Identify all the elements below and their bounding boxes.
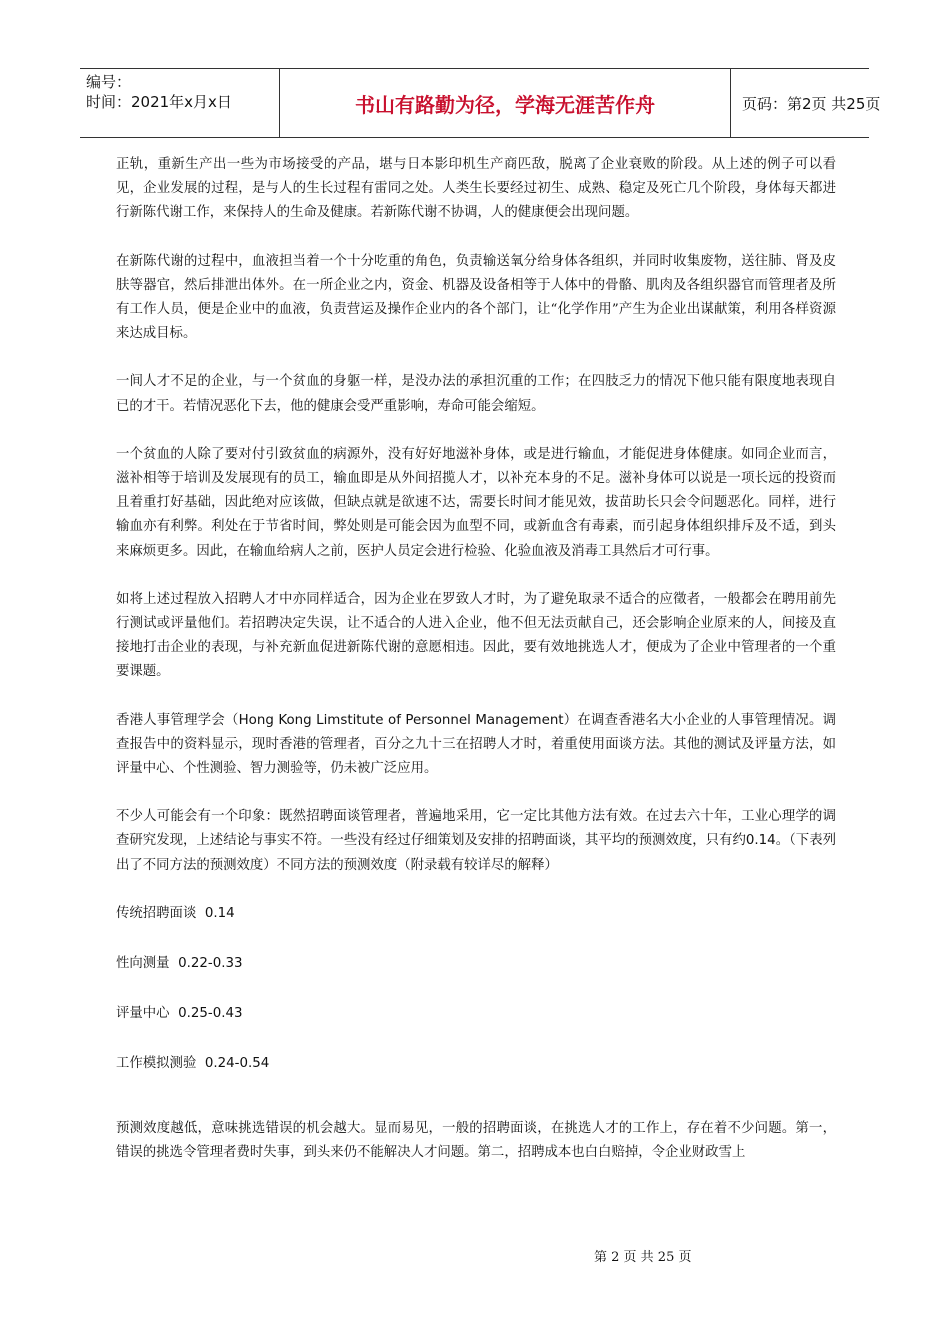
- method-item: [116, 1002, 836, 1026]
- page-header: [80, 68, 881, 138]
- page-footer: 第 2 页 共 25 页: [594, 1250, 692, 1265]
- paragraph: 一间人才不足的企业，与一个贫血的身躯一样，是没办法的承担沉重的工作；在四肢乏力的情况下他只能有限度地表现自已的才干。若情况恶化下去，他的健康会受严重影响，寿命可能会缩短。: [116, 374, 836, 414]
- time-label: 时间：2021年x月x日: [86, 93, 232, 111]
- paragraph: 如将上述过程放入招聘人才中亦同样适合，因为企业在罗致人才时，为了避免取录不适合的应徵者，一般都会在聘用前先行测试或评量他们。若招聘决定失误，让不适合的人进入企业，他不但无法贡献自己，还会影响企业原来的人，间接及直接地打击企业的表现，与补充新血促进新陈代谢的意愿相违。因此，要有效地挑选人才，便成为了企业中管理者的一个重要课题。: [116, 591, 836, 680]
- method-value: 0.24-0.54: [204, 1056, 270, 1072]
- validity-post: 。（下表列出了不同方法的预测效度）不同方法的预测效度（附录载有较详尽的解释）: [116, 833, 836, 873]
- method-item: [116, 902, 836, 926]
- paragraph: 在新陈代谢的过程中，血液担当着一个十分吃重的角色，负责输送氧分给身体各组织，并同时收集废物，送往肺、肾及皮肤等器官，然后排泄出体外。在一所企业之内，资金、机器及设备相等于人体中的骨骼、肌肉及各组织器官而管理者及所有工作人员，便是企业中的血液，负责营运及操作企业内的各个部门，让“化学作用”产生为企业出谋献策，利用各样资源来达成目标。: [116, 253, 836, 342]
- paragraph-validity: [116, 805, 836, 878]
- method-name: 工作模拟测验: [116, 1056, 197, 1072]
- method-value: 0.22-0.33: [178, 956, 243, 972]
- method-item: [116, 952, 836, 976]
- paragraph: 正轨，重新生产出一些为市场接受的产品，堪与日本影印机生产商匹敌，脱离了企业衰败的阶段。从上述的例子可以看见，企业发展的过程，是与人的生长过程有雷同之处。人类生长要经过初生、成熟、稳定及死亡几个阶段，身体每天都进行新陈代谢工作，来保持人的生命及健康。若新陈代谢不协调，人的健康便会出现问题。: [116, 157, 836, 221]
- paragraph-hkipm: [116, 709, 836, 782]
- method-value: 0.14: [204, 905, 235, 921]
- validity-pre: 不少人可能会有一个印象：既然招聘面谈管理者，普遍地采用，它一定比其他方法有效。在过去六十年，工业心理学的调查研究发现，上述结论与事实不符。一些没有经过仔细策划及安排的招聘面谈，其平均的预测效度，只有约: [116, 809, 836, 849]
- code-label: 编号：: [86, 73, 132, 91]
- header-motto: 书山有路勤为径，学海无涯苦作舟: [280, 69, 731, 137]
- hk-post: ）在调查香港名大小企业的人事管理情况。调查报告中的资料显示，现时香港的管理者，百分之九十三在招聘人才时，着重使用面谈方法。其他的测试及评量方法，如评量中心、个性测验、智力测验等，仍未被广泛应用。: [116, 712, 837, 777]
- method-name: 评量中心: [116, 1006, 170, 1022]
- method-name: 传统招聘面谈: [116, 905, 197, 921]
- paragraph: 一个贫血的人除了要对付引致贫血的病源外，没有好好地滋补身体，或是进行输血，才能促进身体健康。如同企业而言，滋补相等于培训及发展现有的员工，输血即是从外间招揽人才，以补充本身的不足。滋补身体可以说是一项长远的投资而且着重打好基础，因此绝对应该做，但缺点就是欲速不达，需要长时间才能见效，拔苗助长只会令问题恶化。同样，进行输血亦有利弊。利处在于节省时间，弊处则是可能会因为血型不同，或新血含有毒素，而引起身体组织排斥及不适，到头来麻烦更多。因此，在输血给病人之前，医护人员定会进行检验、化验血液及消毒工具然后才可行事。: [116, 446, 836, 559]
- header-page-label: 页码：第2页 共25页: [742, 94, 881, 113]
- hk-org-name: Hong Kong Limstitute of Personnel Management: [238, 712, 564, 728]
- hk-pre: 香港人事管理学会（: [116, 712, 239, 728]
- validity-number: 0.14: [745, 833, 776, 849]
- method-name: 性向测量: [116, 956, 170, 972]
- method-item: [116, 1052, 836, 1076]
- method-value: 0.25-0.43: [178, 1006, 243, 1022]
- document-body: [116, 153, 836, 1189]
- paragraph-last: 预测效度越低，意味挑选错误的机会越大。显而易见，一般的招聘面谈，在挑选人才的工作上，存在着不少问题。第一，错误的挑选令管理者费时失事，到头来仍不能解决人才问题。第二，招聘成本也白白赔掉，令企业财政雪上: [116, 1120, 836, 1160]
- header-meta: [80, 69, 280, 137]
